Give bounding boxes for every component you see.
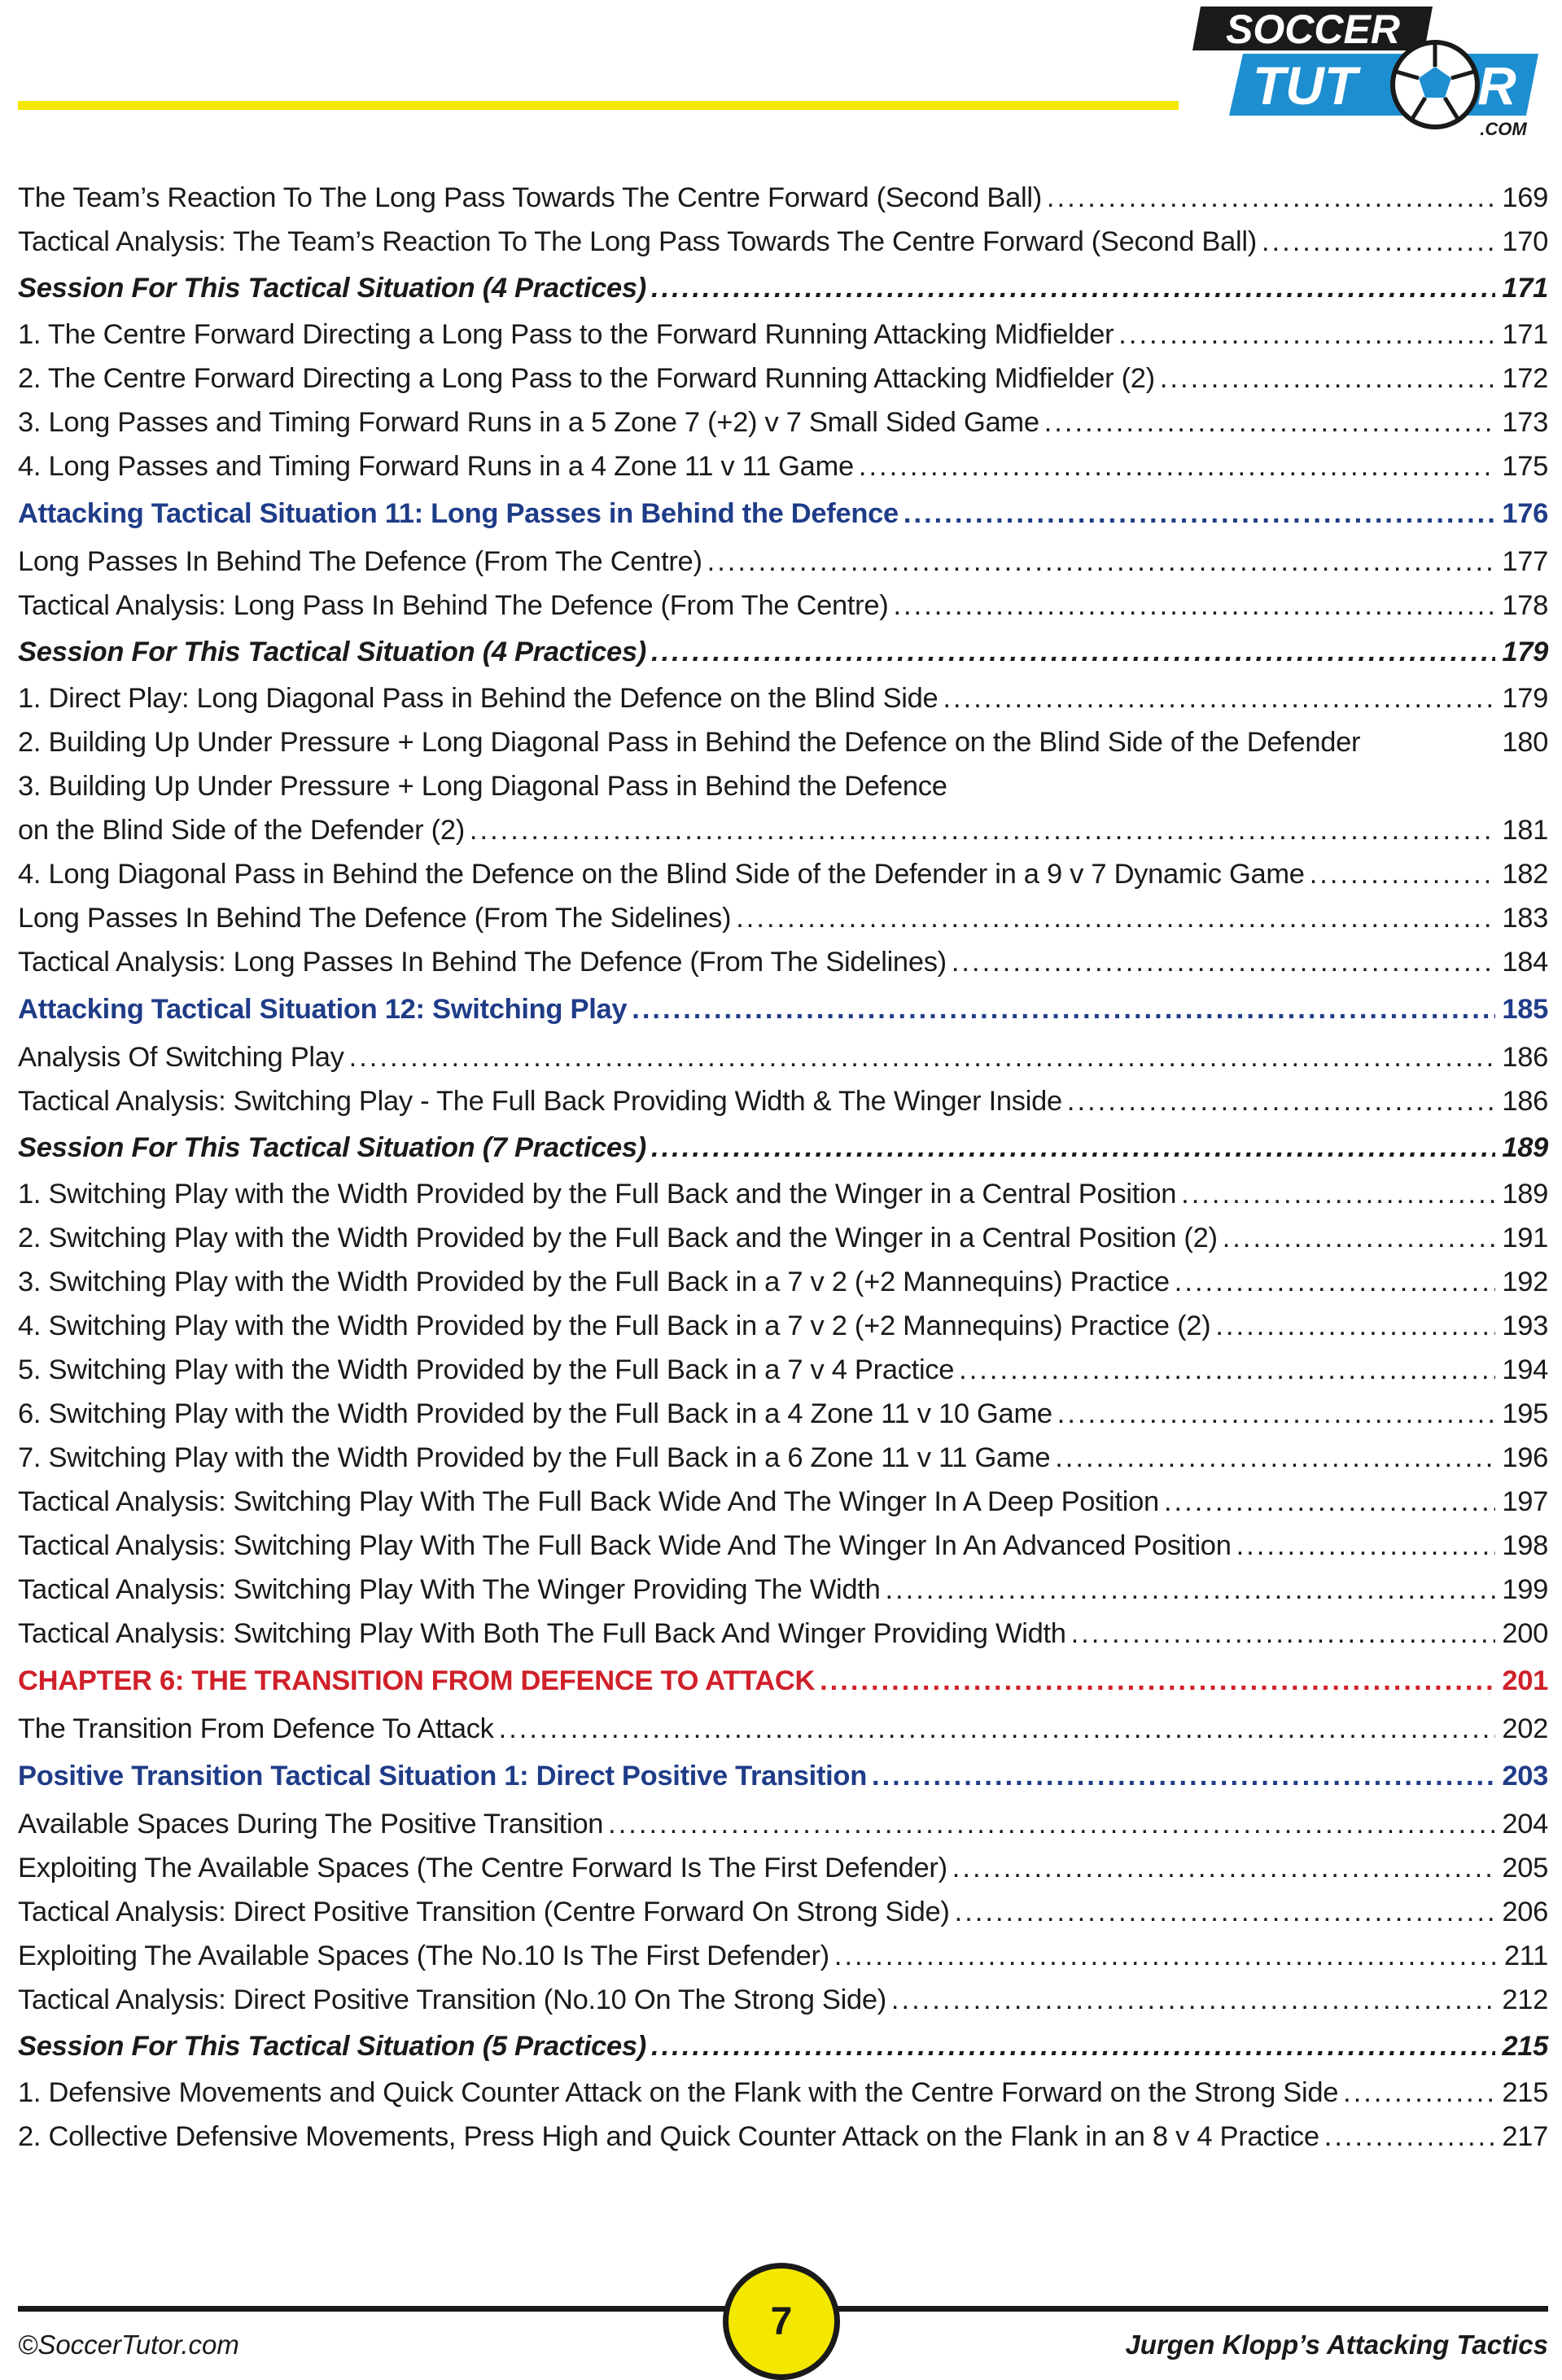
toc-entry-page: 215 [1502, 2031, 1548, 2062]
toc-entry-page: 184 [1502, 947, 1548, 978]
dot-leader [1071, 1612, 1496, 1656]
table-of-contents [18, 176, 1548, 2159]
toc-entry-page: 201 [1502, 1665, 1548, 1696]
toc-session-heading[interactable] [18, 264, 1548, 313]
toc-entry[interactable] [18, 584, 1548, 628]
toc-entry-page: 169 [1502, 182, 1548, 213]
toc-entry-label: Session For This Tactical Situation (5 Practices) [18, 2031, 646, 2062]
toc-entry-page: 202 [1502, 1713, 1548, 1744]
toc-entry-page: 203 [1502, 1761, 1548, 1792]
toc-entry-page: 199 [1502, 1574, 1548, 1605]
dot-leader [1310, 852, 1496, 896]
toc-entry-label: 4. Long Passes and Timing Forward Runs in a 4 Zone 11 v 11 Game [18, 451, 854, 482]
toc-entry-page: 172 [1502, 363, 1548, 394]
toc-entry[interactable] [18, 2115, 1548, 2159]
toc-entry-label: Tactical Analysis: Switching Play - The Full Back Providing Width & The Winger Inside [18, 1086, 1062, 1117]
toc-entry[interactable] [18, 1172, 1548, 1216]
toc-entry-page: 212 [1502, 1984, 1548, 2015]
toc-entry-page: 175 [1502, 451, 1548, 482]
toc-entry[interactable] [18, 444, 1548, 488]
toc-entry[interactable] [18, 1524, 1548, 1568]
toc-entry-label: Tactical Analysis: Long Passes In Behind The Defence (From The Sidelines) [18, 947, 947, 978]
dot-leader [885, 1568, 1495, 1612]
toc-entry-label: 1. Switching Play with the Width Provided by the Full Back and the Winger in a Central Position [18, 1179, 1177, 1210]
toc-entry-page: 171 [1502, 273, 1548, 304]
toc-entry[interactable] [18, 852, 1548, 896]
toc-entry-page: 183 [1502, 903, 1548, 934]
header-yellow-rule [18, 101, 1179, 110]
toc-entry[interactable] [18, 940, 1548, 984]
toc-session-heading[interactable] [18, 1123, 1548, 1172]
toc-entry-label: The Team’s Reaction To The Long Pass Towards The Centre Forward (Second Ball) [18, 182, 1042, 213]
toc-entry[interactable] [18, 1890, 1548, 1934]
toc-entry[interactable] [18, 808, 1548, 852]
footer-book-title: Jurgen Klopp’s Attacking Tactics [1125, 2330, 1548, 2360]
dot-leader [707, 540, 1496, 584]
dot-leader [834, 1934, 1496, 1978]
toc-entry-label: Tactical Analysis: Direct Positive Transition (Centre Forward On Strong Side) [18, 1897, 950, 1927]
toc-entry-label: Session For This Tactical Situation (7 Practices) [18, 1132, 646, 1163]
logo-soccer-text: SOCCER [1226, 7, 1400, 52]
toc-entry[interactable] [18, 400, 1548, 444]
dot-leader [904, 488, 1495, 540]
dot-leader [1118, 313, 1495, 357]
logo-tutor-text: TUT [1252, 55, 1358, 116]
toc-entry-label: 7. Switching Play with the Width Provided by the Full Back in a 6 Zone 11 v 11 Game [18, 1442, 1051, 1473]
toc-entry-page: 211 [1503, 1940, 1548, 1971]
dot-leader [893, 584, 1495, 628]
toc-entry-label: 6. Switching Play with the Width Provided by the Full Back in a 4 Zone 11 v 10 Game [18, 1398, 1052, 1429]
toc-entry-page: 189 [1502, 1179, 1548, 1210]
toc-entry-label: The Transition From Defence To Attack [18, 1713, 494, 1744]
toc-entry[interactable] [18, 1260, 1548, 1304]
toc-entry[interactable] [18, 1934, 1548, 1978]
page-number: 7 [770, 2299, 793, 2343]
toc-entry[interactable] [18, 1304, 1548, 1348]
dot-leader [1343, 2071, 1495, 2115]
dot-leader [859, 444, 1495, 488]
toc-entry-page: 189 [1502, 1132, 1548, 1163]
toc-entry-label: Tactical Analysis: Switching Play With The Full Back Wide And The Winger In An Advanced Position [18, 1530, 1232, 1561]
toc-entry-page: 200 [1502, 1618, 1548, 1649]
footer-copyright: ©SoccerTutor.com [18, 2330, 239, 2360]
toc-entry-page: 193 [1502, 1310, 1548, 1341]
toc-entry-label: Available Spaces During The Positive Transition [18, 1809, 604, 1840]
toc-situation-heading[interactable] [18, 488, 1548, 540]
toc-entry[interactable] [18, 764, 1548, 808]
toc-entry[interactable] [18, 2071, 1548, 2115]
toc-entry-label: on the Blind Side of the Defender (2) [18, 815, 465, 846]
dot-leader [952, 940, 1495, 984]
toc-entry[interactable] [18, 1436, 1548, 1480]
dot-leader [1047, 176, 1495, 220]
dot-leader [1236, 1524, 1496, 1568]
toc-entry-page: 197 [1502, 1486, 1548, 1517]
toc-entry-page: 186 [1502, 1086, 1548, 1117]
toc-entry-page: 204 [1502, 1809, 1548, 1840]
dot-leader [1223, 1216, 1496, 1260]
toc-entry-label: Tactical Analysis: The Team’s Reaction To The Long Pass Towards The Centre Forward (Second Ball) [18, 226, 1257, 257]
toc-entry-page: 176 [1502, 498, 1548, 529]
toc-entry-page: 185 [1502, 994, 1548, 1025]
toc-entry-label: 2. Collective Defensive Movements, Press High and Quick Counter Attack on the Flank in an 8 v 4 Practice [18, 2121, 1319, 2152]
toc-session-heading[interactable] [18, 628, 1548, 676]
dot-leader [651, 1123, 1495, 1172]
dot-leader [891, 1978, 1495, 2022]
toc-entry-label: 1. The Centre Forward Directing a Long Pass to the Forward Running Attacking Midfielder [18, 319, 1114, 350]
toc-entry-label: 3. Building Up Under Pressure + Long Diagonal Pass in Behind the Defence [18, 771, 947, 802]
toc-entry-page: 173 [1502, 407, 1548, 438]
toc-entry[interactable] [18, 1079, 1548, 1123]
toc-entry[interactable] [18, 1480, 1548, 1524]
toc-entry-label: Tactical Analysis: Switching Play With The Full Back Wide And The Winger In A Deep Position [18, 1486, 1159, 1517]
toc-entry[interactable] [18, 1802, 1548, 1846]
toc-entry-label: Session For This Tactical Situation (4 Practices) [18, 637, 646, 667]
toc-situation-heading[interactable] [18, 1751, 1548, 1802]
toc-entry-label: Exploiting The Available Spaces (The Centre Forward Is The First Defender) [18, 1853, 947, 1883]
toc-entry-label: Tactical Analysis: Switching Play With The Winger Providing The Width [18, 1574, 881, 1605]
toc-entry-label: Long Passes In Behind The Defence (From The Sidelines) [18, 903, 732, 934]
toc-entry-page: 179 [1502, 637, 1548, 667]
dot-leader [1160, 357, 1495, 400]
dot-leader [943, 676, 1495, 720]
toc-entry[interactable] [18, 720, 1548, 764]
toc-entry-label: Session For This Tactical Situation (4 Practices) [18, 273, 646, 304]
toc-entry[interactable] [18, 1348, 1548, 1392]
toc-entry-page: 198 [1502, 1530, 1548, 1561]
toc-entry-page: 170 [1502, 226, 1548, 257]
toc-entry-label: Long Passes In Behind The Defence (From The Centre) [18, 546, 702, 577]
toc-entry[interactable] [18, 1568, 1548, 1612]
toc-entry-label: Analysis Of Switching Play [18, 1042, 344, 1073]
dot-leader [1181, 1172, 1495, 1216]
dot-leader [349, 1035, 1496, 1079]
dot-leader [820, 1656, 1495, 1707]
toc-chapter-heading[interactable] [18, 1656, 1548, 1707]
dot-leader [1324, 2115, 1496, 2159]
toc-entry[interactable] [18, 1978, 1548, 2022]
toc-entry-page: 186 [1502, 1042, 1548, 1073]
toc-entry-label: Tactical Analysis: Long Pass In Behind The Defence (From The Centre) [18, 590, 889, 621]
dot-leader [608, 1802, 1495, 1846]
dot-leader [470, 808, 1495, 852]
dot-leader [952, 1846, 1496, 1890]
toc-entry-page: 206 [1502, 1897, 1548, 1927]
dot-leader [632, 984, 1495, 1035]
toc-entry-label: 2. Switching Play with the Width Provided by the Full Back and the Winger in a Central Position (2) [18, 1223, 1218, 1253]
toc-entry[interactable] [18, 540, 1548, 584]
dot-leader [1044, 400, 1496, 444]
toc-entry-page: 192 [1502, 1267, 1548, 1297]
dot-leader [959, 1348, 1495, 1392]
soccer-tutor-logo [1184, 0, 1542, 142]
toc-entry-page: 171 [1502, 319, 1548, 350]
toc-entry-page: 195 [1502, 1398, 1548, 1429]
toc-entry-page: 191 [1502, 1223, 1548, 1253]
toc-entry[interactable] [18, 1035, 1548, 1079]
logo-com-text: .COM [1480, 119, 1527, 139]
toc-entry-label: 1. Defensive Movements and Quick Counter Attack on the Flank with the Centre Forward on the Strong Side [18, 2077, 1339, 2108]
toc-entry[interactable] [18, 1612, 1548, 1656]
dot-leader [651, 628, 1495, 676]
toc-entry-page: 179 [1502, 683, 1548, 714]
toc-entry[interactable] [18, 676, 1548, 720]
toc-entry-label: 1. Direct Play: Long Diagonal Pass in Behind the Defence on the Blind Side [18, 683, 939, 714]
dot-leader [1262, 220, 1495, 264]
toc-entry[interactable] [18, 1216, 1548, 1260]
toc-entry-page: 205 [1502, 1853, 1548, 1883]
dot-leader [1175, 1260, 1496, 1304]
soccer-ball-icon [1393, 42, 1477, 127]
toc-entry-page: 177 [1502, 546, 1548, 577]
dot-leader [872, 1751, 1495, 1802]
toc-entry-label: 3. Long Passes and Timing Forward Runs in a 5 Zone 7 (+2) v 7 Small Sided Game [18, 407, 1039, 438]
toc-entry-label: Positive Transition Tactical Situation 1: Direct Positive Transition [18, 1761, 867, 1792]
toc-entry-label: Tactical Analysis: Direct Positive Transition (No.10 On The Strong Side) [18, 1984, 886, 2015]
page-number-badge [723, 2263, 840, 2380]
toc-entry-label: Exploiting The Available Spaces (The No.10 Is The First Defender) [18, 1940, 829, 1971]
toc-entry-page: 194 [1502, 1354, 1548, 1385]
toc-entry-label: 2. The Centre Forward Directing a Long Pass to the Forward Running Attacking Midfielder (2) [18, 363, 1155, 394]
dot-leader [1164, 1480, 1495, 1524]
toc-entry[interactable] [18, 313, 1548, 357]
toc-entry[interactable] [18, 896, 1548, 940]
toc-entry[interactable] [18, 1846, 1548, 1890]
dot-leader [651, 2022, 1495, 2071]
dot-leader [651, 264, 1495, 313]
toc-entry-page: 180 [1502, 727, 1548, 758]
dot-leader [1067, 1079, 1495, 1123]
toc-entry[interactable] [18, 176, 1548, 220]
toc-entry-page: 217 [1502, 2121, 1548, 2152]
toc-entry-label: Attacking Tactical Situation 11: Long Passes in Behind the Defence [18, 498, 899, 529]
dot-leader [736, 896, 1495, 940]
toc-situation-heading[interactable] [18, 984, 1548, 1035]
toc-entry[interactable] [18, 1707, 1548, 1751]
toc-entry-label: Tactical Analysis: Switching Play With Both The Full Back And Winger Providing Width [18, 1618, 1066, 1649]
toc-entry[interactable] [18, 357, 1548, 400]
toc-entry-label: CHAPTER 6: THE TRANSITION FROM DEFENCE TO ATTACK [18, 1665, 816, 1696]
toc-entry-label: 4. Switching Play with the Width Provided by the Full Back in a 7 v 2 (+2 Mannequins) Practice (2) [18, 1310, 1211, 1341]
toc-session-heading[interactable] [18, 2022, 1548, 2071]
dot-leader [1055, 1436, 1495, 1480]
toc-entry[interactable] [18, 1392, 1548, 1436]
toc-entry-label: 3. Switching Play with the Width Provided by the Full Back in a 7 v 2 (+2 Mannequins) Practice [18, 1267, 1170, 1297]
toc-entry-page: 182 [1502, 859, 1548, 890]
dot-leader [1057, 1392, 1496, 1436]
toc-entry-label: Attacking Tactical Situation 12: Switching Play [18, 994, 628, 1025]
toc-entry-page: 215 [1502, 2077, 1548, 2108]
toc-entry-page: 181 [1502, 815, 1548, 846]
toc-entry-label: 5. Switching Play with the Width Provided by the Full Back in a 7 v 4 Practice [18, 1354, 955, 1385]
dot-leader [955, 1890, 1496, 1934]
toc-entry-page: 178 [1502, 590, 1548, 621]
toc-entry[interactable] [18, 220, 1548, 264]
dot-leader [1215, 1304, 1495, 1348]
logo-r-text: R [1477, 55, 1516, 116]
dot-leader [499, 1707, 1496, 1751]
toc-entry-label: 4. Long Diagonal Pass in Behind the Defence on the Blind Side of the Defender in a 9 v 7 Dynamic Game [18, 859, 1305, 890]
toc-entry-page: 196 [1502, 1442, 1548, 1473]
toc-entry-label: 2. Building Up Under Pressure + Long Diagonal Pass in Behind the Defence on the Blind Side of the Defender [18, 727, 1361, 758]
